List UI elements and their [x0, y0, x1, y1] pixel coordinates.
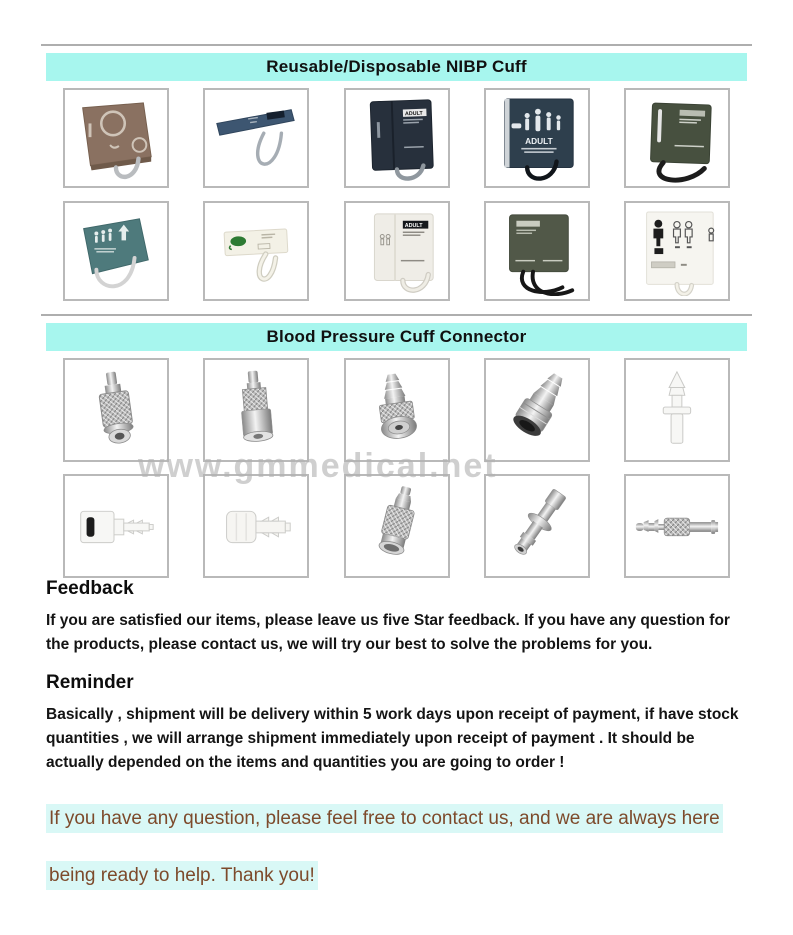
product-photo-teal-pediatric-cuff — [63, 201, 169, 301]
product-photo-white-family-cuff — [624, 201, 730, 301]
cuff-section-banner — [46, 53, 747, 81]
product-photo-white-adult-disposable-cuff — [344, 201, 450, 301]
connector-section-title: Blood Pressure Cuff Connector — [266, 327, 527, 346]
product-photo-white-plastic-connector — [624, 358, 730, 462]
product-photo-white-quick-connector-slot — [63, 474, 169, 578]
cuff-label-adult: ADULT — [404, 110, 423, 118]
mid-divider — [41, 314, 752, 316]
product-photo-black-adult-cuff — [344, 88, 450, 188]
product-photo-metal-plug-connector — [484, 474, 590, 578]
contact-note — [46, 801, 747, 894]
product-photo-white-round-barbed-connector — [203, 474, 309, 578]
feedback-body: If you are satisfied our items, please leave us five Star feedback. If you have any question for the products, please contact us, we will try our best to solve the problems for you. — [46, 612, 730, 654]
connector-section-banner — [46, 323, 747, 351]
product-photo-metal-quick-coupling — [344, 474, 450, 578]
text-sections — [46, 578, 747, 894]
connector-section — [0, 358, 793, 578]
product-photo-gray-two-tube-cuff — [484, 201, 590, 301]
contact-line-2: being ready to help. Thank you! — [46, 858, 747, 894]
watermark-text: www.gmmedical.net — [138, 447, 498, 485]
reminder-heading: Reminder — [46, 672, 134, 694]
product-photo-metal-connector-knurled — [63, 358, 169, 462]
product-photo-brown-nibp-cuff — [63, 88, 169, 188]
product-description-page — [0, 44, 793, 935]
connector-product-grid — [46, 358, 747, 578]
cuff-label-adult: ADULT — [524, 135, 553, 146]
product-photo-dark-green-cuff — [624, 88, 730, 188]
product-photo-metal-barbed-connector-ring — [344, 358, 450, 462]
product-photo-metal-luer-lock-connector — [624, 474, 730, 578]
cuff-product-grid — [46, 88, 747, 301]
cuff-section-title: Reusable/Disposable NIBP Cuff — [266, 57, 527, 76]
product-photo-metal-barbed-connector-angled — [484, 358, 590, 462]
contact-line-1: If you have any question, please feel free to contact us, and we are always here — [46, 801, 747, 837]
feedback-heading: Feedback — [46, 578, 134, 599]
reminder-body: Basically , shipment will be delivery within 5 work days upon receipt of payment, if have stock quantities , we will arrange shipment immediately upon receipt of payment . It should be actually depended on the items and quantities you are going to order ! — [46, 706, 739, 772]
product-photo-navy-slim-cuff — [203, 88, 309, 188]
top-divider — [41, 44, 752, 46]
product-photo-navy-family-adult-cuff — [484, 88, 590, 188]
product-photo-neonatal-cuff-lion-logo — [203, 201, 309, 301]
product-photo-metal-connector-wide-base — [203, 358, 309, 462]
cuff-label-adult: ADULT — [404, 222, 423, 229]
